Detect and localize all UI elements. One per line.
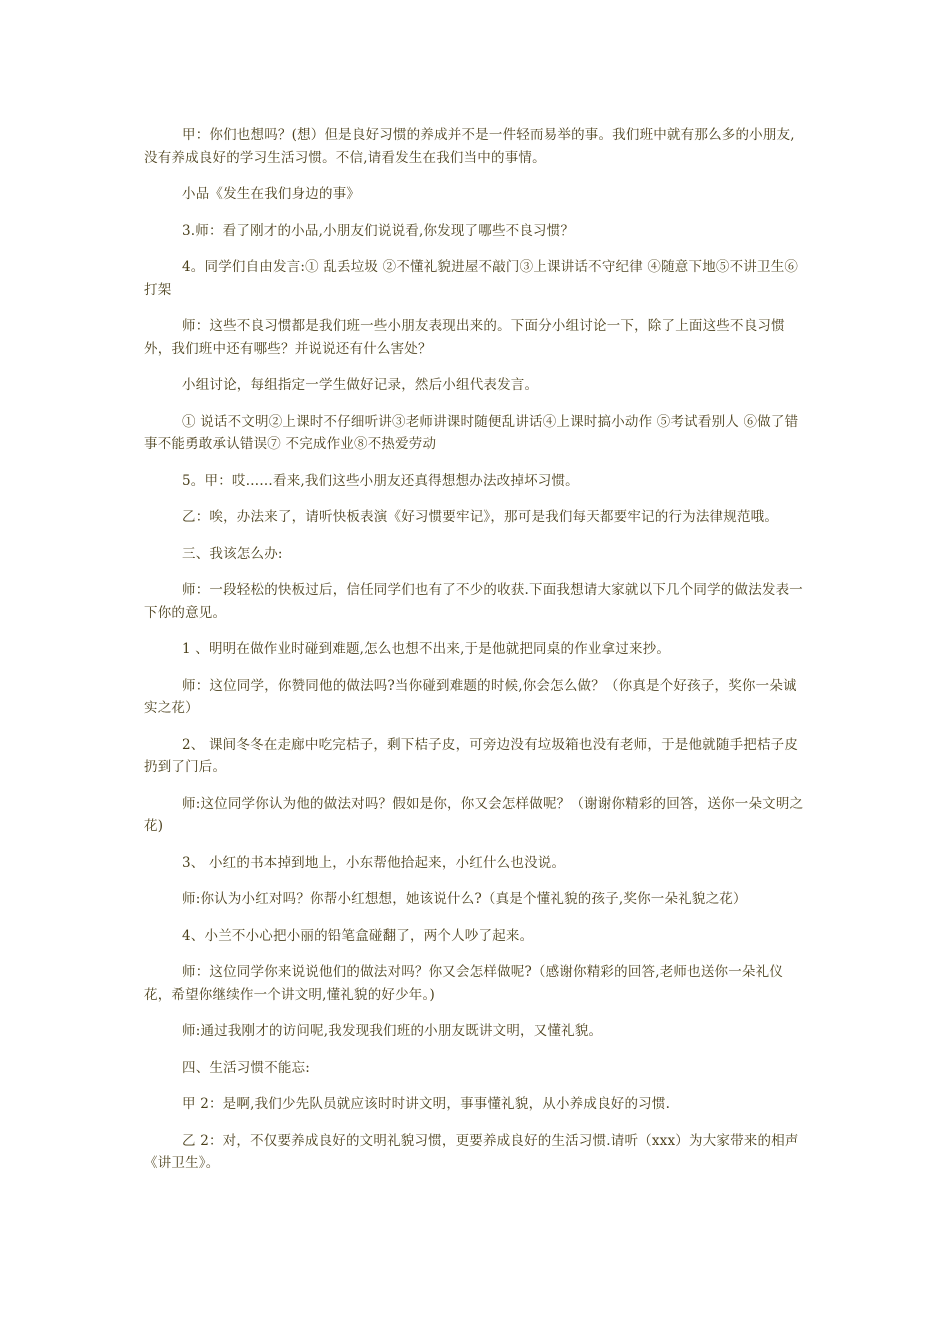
paragraph: 师:这位同学你认为他的做法对吗？假如是你，你又会怎样做呢？（谢谢你精彩的回答，送你一朵文明之花): [144, 795, 804, 834]
paragraph: 师：这位同学，你赞同他的做法吗?当你碰到难题的时候,你会怎么做？（你真是个好孩子，奖你一朵诚实之花）: [144, 677, 797, 716]
paragraph: 乙 2：对，不仅要养成良好的文明礼貌习惯，更要养成良好的生活习惯.请听（xxx）为大家带来的相声《讲卫生》。: [144, 1132, 799, 1171]
list-item: 2、 课间冬冬在走廊中吃完桔子，剩下桔子皮，可旁边没有垃圾箱也没有老师，于是他就随手把桔子皮扔到了门后。: [144, 736, 799, 775]
section-heading: 四、生活习惯不能忘:: [182, 1059, 311, 1076]
paragraph: 师:通过我刚才的访问呢,我发现我们班的小朋友既讲文明，又懂礼貌。: [182, 1023, 603, 1039]
paragraph: 3.师：看了刚才的小品,小朋友们说说看,你发现了哪些不良习惯？: [182, 222, 575, 239]
section-heading: 三、我该怎么办:: [182, 545, 283, 562]
paragraph: ① 说话不文明②上课时不仔细听讲③老师讲课时随便乱讲话④上课时搞小动作 ⑤考试看别人 ⑥做了错事不能勇敢承认错误⑦ 不完成作业⑧不热爱劳动: [144, 413, 799, 452]
paragraph: 师：这些不良习惯都是我们班一些小朋友表现出来的。下面分小组讨论一下，除了上面这些不良习惯外，我们班中还有哪些？并说说还有什么害处？: [144, 318, 785, 357]
paragraph: 4。同学们自由发言:① 乱丢垃圾 ②不懂礼貌进屋不敲门③上课讲话不守纪律 ④随意下地⑤不讲卫生⑥打架: [144, 259, 799, 298]
paragraph: 甲 2：是啊,我们少先队员就应该时时讲文明，事事懂礼貌，从小养成良好的习惯.: [182, 1096, 671, 1112]
paragraph: 师：这位同学你来说说他们的做法对吗？你又会怎样做呢?（感谢你精彩的回答,老师也送你一朵礼仪花，希望你继续作一个讲文明,懂礼貌的好少年。): [144, 964, 784, 1003]
paragraph: 师:你认为小红对吗？你帮小红想想，她该说什么?（真是个懂礼貌的孩子,奖你一朵礼貌之花）: [182, 891, 747, 907]
document-body: [144, 124, 808, 1189]
list-item: 1 、明明在做作业时碰到难题,怎么也想不出来,于是他就把同桌的作业拿过来抄。: [182, 641, 671, 657]
paragraph: 师：一段轻松的快板过后，信任同学们也有了不少的收获.下面我想请大家就以下几个同学的做法发表一下你的意见。: [144, 582, 803, 621]
paragraph: 小组讨论，每组指定一学生做好记录，然后小组代表发言。: [182, 377, 539, 393]
paragraph: 乙：唉，办法来了，请听快板表演《好习惯要牢记》，那可是我们每天都要牢记的行为法律规范哦。: [182, 509, 779, 525]
paragraph: 小品《发生在我们身边的事》: [182, 186, 361, 202]
paragraph: 5。甲：哎……看来,我们这些小朋友还真得想想办法改掉坏习惯。: [182, 472, 579, 489]
list-item: 3、 小红的书本掉到地上，小东帮他拾起来，小红什么也没说。: [182, 854, 566, 871]
paragraph: 甲：你们也想吗？(想）但是良好习惯的养成并不是一件轻而易举的事。我们班中就有那么多的小朋友,没有养成良好的学习生活习惯。不信,请看发生在我们当中的事情。: [144, 127, 795, 166]
list-item: 4、小兰不小心把小丽的铅笔盒碰翻了，两个人吵了起来。: [182, 927, 534, 944]
